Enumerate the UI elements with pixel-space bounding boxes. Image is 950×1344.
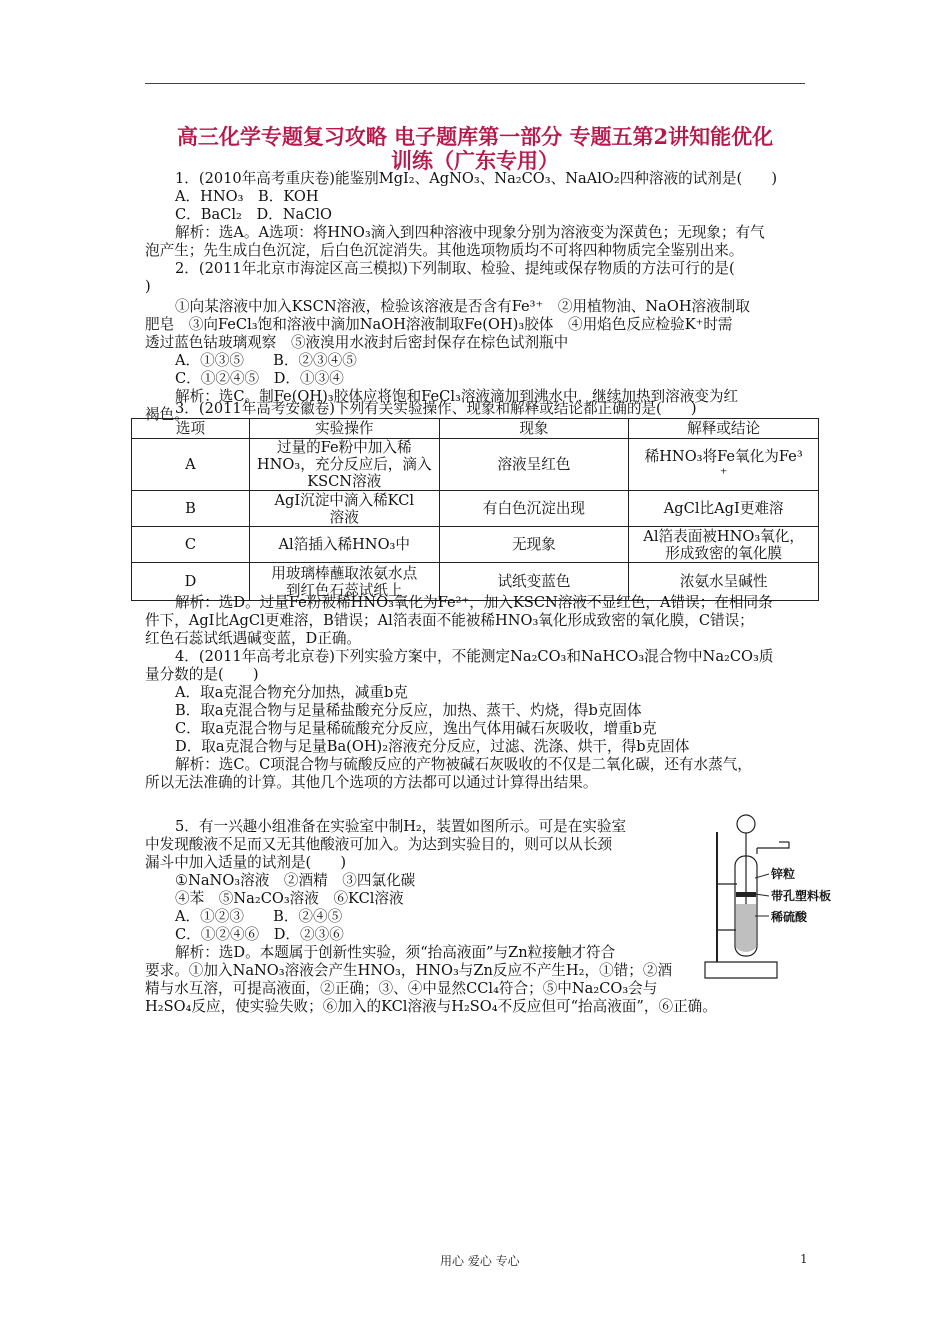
hydrogen-generator-diagram	[697, 812, 837, 982]
table-cell: AgI沉淀中滴入稀KCl 溶液	[249, 491, 439, 527]
q2-items: ①向某溶液中加入KSCN溶液，检验该溶液是否含有Fe³⁺ ②用植物油、NaOH溶液制取	[175, 298, 750, 315]
q5-stem-cont1: 中发现酸液不足而又无其他酸液可加入。为达到实验目的，则可以从长颈	[145, 836, 613, 853]
diagram-label-acid: 稀硫酸	[771, 910, 808, 924]
q3-table	[131, 418, 819, 601]
q2-analysis-cont: 褐色。	[145, 406, 189, 423]
table-header: 实验操作	[249, 419, 439, 439]
table-cell: D	[132, 563, 250, 601]
q3-stem: 3．(2011年高考安徽卷)下列有关实验操作、现象和解释或结论都正确的是( )	[175, 400, 697, 417]
q1-options-ab: A．HNO₃ B．KOH	[175, 188, 319, 205]
q4-stem-cont: 量分数的是( )	[145, 666, 259, 683]
q5-analysis: 解析：选D。本题属于创新性实验，须“抬高液面”与Zn粒接触才符合	[175, 944, 616, 961]
q2-options-ab: A．①③⑤ B．②③④⑤	[175, 352, 357, 369]
q4-option-c: C．取a克混合物与足量稀硫酸充分反应，逸出气体用碱石灰吸收，增重b克	[175, 720, 657, 737]
table-cell: A	[132, 439, 250, 491]
q5-stem: 5．有一兴趣小组准备在实验室中制H₂，装置如图所示。可是在实验室	[175, 818, 627, 835]
table-cell: Al箔插入稀HNO₃中	[249, 527, 439, 563]
q5-analysis-cont1: 要求。①加入NaNO₃溶液会产生HNO₃，HNO₃与Zn反应不产生H₂，①错；②酒	[145, 962, 673, 979]
q5-stem-cont2: 漏斗中加入适量的试剂是( )	[145, 854, 347, 871]
q5-options-ab: A．①②③ B．②④⑤	[175, 908, 343, 925]
q2-stem: 2．(2011年北京市海淀区高三模拟)下列制取、检验、提纯或保存物质的方法可行的是(	[175, 260, 735, 277]
q3-analysis-cont1: 件下，AgI比AgCl更难溶，B错误；Al箔表面不能被稀HNO₃氧化形成致密的氧化膜，C错误；	[145, 612, 754, 629]
header-rule	[145, 83, 805, 84]
table-header: 选项	[132, 419, 250, 439]
q4-option-a: A．取a克混合物充分加热，减重b克	[175, 684, 408, 701]
q4-analysis: 解析：选C。C项混合物与硫酸反应的产物被碱石灰吸收的不仅是二氧化碳，还有水蒸气，	[175, 756, 752, 773]
table-cell: 过量的Fe粉中加入稀 HNO₃，充分反应后，滴入 KSCN溶液	[249, 439, 439, 491]
q3-analysis-cont2: 红色石蕊试纸遇碱变蓝，D正确。	[145, 630, 362, 647]
q2-items-cont2: 透过蓝色钴玻璃观察 ⑤液溴用水液封后密封保存在棕色试剂瓶中	[145, 334, 569, 351]
table-header: 解释或结论	[629, 419, 819, 439]
q1-analysis: 解析：选A。A选项：将HNO₃滴入到四种溶液中现象分别为溶液变为深黄色；无现象；有气	[175, 224, 765, 241]
table-row	[132, 439, 819, 491]
footer-motto: 用心 爱心 专心	[440, 1254, 520, 1268]
table-cell: 有白色沉淀出现	[439, 491, 629, 527]
table-cell: 试纸变蓝色	[439, 563, 629, 601]
table-header: 现象	[439, 419, 629, 439]
table-cell: B	[132, 491, 250, 527]
table-cell: 溶液呈红色	[439, 439, 629, 491]
q1-stem: 1．(2010年高考重庆卷)能鉴别MgI₂、AgNO₃、Na₂CO₃、NaAlO₂四种溶液的试剂是( )	[175, 170, 778, 187]
q5-options-cd: C．①②④⑥ D．②③⑥	[175, 926, 344, 943]
table-cell: C	[132, 527, 250, 563]
table-cell: Al箔表面被HNO₃氧化， 形成致密的氧化膜	[629, 527, 819, 563]
q5-items-cont: ④苯 ⑤Na₂CO₃溶液 ⑥KCl溶液	[175, 890, 404, 907]
table-cell: 用玻璃棒蘸取浓氨水点 到红色石蕊试纸上	[249, 563, 439, 601]
q4-stem: 4．(2011年高考北京卷)下列实验方案中，不能测定Na₂CO₃和NaHCO₃混合物中Na₂CO₃质	[175, 648, 774, 665]
table-row	[132, 527, 819, 563]
q3-analysis: 解析：选D。过量Fe粉被稀HNO₃氧化为Fe²⁺，加入KSCN溶液不显红色，A错误；在相同条	[175, 594, 773, 611]
q5-analysis-cont3: H₂SO₄反应，使实验失败；⑥加入的KCl溶液与H₂SO₄不反应但可“抬高液面”，⑥正确。	[145, 998, 717, 1015]
q2-analysis: 解析：选C。制Fe(OH)₃胶体应将饱和FeCl₃溶液滴加到沸水中，继续加热到溶液变为红	[175, 388, 739, 405]
q2-items-cont1: 肥皂 ③向FeCl₃饱和溶液中滴加NaOH溶液制取Fe(OH)₃胶体 ④用焰色反应检验K⁺时需	[145, 316, 733, 333]
page-number: 1	[800, 1252, 808, 1266]
diagram-label-zinc: 锌粒	[771, 867, 796, 881]
diagram-label-plate: 带孔塑料板	[771, 889, 832, 903]
q4-analysis-cont: 所以无法准确的计算。其他几个选项的方法都可以通过计算得出结果。	[145, 774, 598, 791]
q5-analysis-cont2: 精与水互溶，可提高液面，②正确；③、④中显然CCl₄符合；⑤中Na₂CO₃会与	[145, 980, 658, 997]
table-cell: 浓氨水呈碱性	[629, 563, 819, 601]
q1-options-cd: C．BaCl₂ D．NaClO	[175, 206, 333, 223]
table-cell: 无现象	[439, 527, 629, 563]
q4-option-b: B．取a克混合物与足量稀盐酸充分反应，加热、蒸干、灼烧，得b克固体	[175, 702, 642, 719]
q5-items: ①NaNO₃溶液 ②酒精 ③四氯化碳	[175, 872, 416, 889]
table-cell: 稀HNO₃将Fe氧化为Fe³ ⁺	[629, 439, 819, 491]
q2-stem-cont: )	[145, 278, 151, 295]
q1-analysis-cont: 泡产生；先生成白色沉淀，后白色沉淀消失。其他选项物质均不可将四种物质完全鉴别出来。	[145, 242, 744, 259]
page-title: 高三化学专题复习攻略 电子题库第一部分 专题五第2讲知能优化	[176, 124, 774, 149]
q2-options-cd: C．①②④⑤ D．①③④	[175, 370, 344, 387]
table-row	[132, 491, 819, 527]
q4-option-d: D．取a克混合物与足量Ba(OH)₂溶液充分反应，过滤、洗涤、烘干，得b克固体	[175, 738, 690, 755]
page-title-line2: 训练（广东专用）	[391, 148, 559, 173]
table-cell: AgCl比AgI更难溶	[629, 491, 819, 527]
